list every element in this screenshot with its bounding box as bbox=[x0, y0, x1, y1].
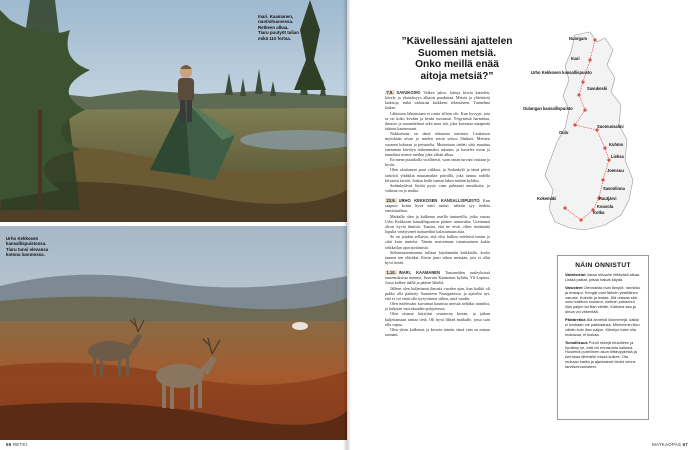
tips-box-title: NÄIN ONNISTUT bbox=[575, 262, 631, 269]
map-label-oulanka: Oulangan kansallispuisto bbox=[523, 106, 573, 111]
pull-quote-line: aitoja metsiä?” bbox=[420, 70, 494, 82]
map-label-savonlinna: Savonlinna bbox=[603, 186, 625, 191]
paragraph: Sielunmaisemaansa tullaan käyttämään kaikkialla, koska tunnen sen eläväksi. Kävin juuri siihen metsään, jota ei ollut hyvä tietää. bbox=[385, 249, 490, 265]
photo-reindeer-image bbox=[0, 226, 347, 440]
paragraph: Olen yksin kulkenut, ja kerroin tämän: tämä vain on minun tarinani. bbox=[385, 326, 490, 338]
map-label-kouvola: Kouvola bbox=[597, 204, 614, 209]
section-title: URHO KEKKOSEN KANSALLISPUISTO bbox=[398, 198, 480, 204]
section-title: INARI, KAAMANEN bbox=[398, 270, 440, 276]
folio-number: 66 bbox=[6, 442, 12, 447]
paragraph: Sodankylässä löytää pysty vaan puhtaasti mustikoita, ja vaikeaa on jo matka. bbox=[385, 182, 490, 193]
caption-line: Urho Kekkosen bbox=[6, 236, 39, 241]
section-title: SAVUKOSKI bbox=[396, 90, 421, 95]
paragraph: En mene puutikolla virallisesti, vaan oman turvani vastaan ja hyvin. bbox=[385, 157, 490, 168]
paragraph: Olen ottanut käytyäni seuraavaa kerran, ja jatkan kuljettamaan samaa tietä. Oli hyvä lähteä matkalle, jossa sain olla vapaa. bbox=[385, 311, 490, 327]
map-label-savukoski: Savukoski bbox=[587, 86, 608, 91]
paragraph: Jälleen olen kuljettanut ihmisiä vuoden ajan, kun kaikki oli pakko olla päätetty. Saarineen Nuorgamissa, ja ajattelin nyt, että ei voi enää olla tyytyväinen siihen, mitä vaadin. bbox=[385, 285, 490, 301]
caption-line: kansallispuistossa. bbox=[6, 241, 47, 247]
caption-line: mikä 110 fortsa. bbox=[258, 35, 291, 41]
folio-left bbox=[6, 442, 27, 447]
pull-quote bbox=[397, 36, 517, 82]
map-label-suomussalmi: Suomussalmi bbox=[597, 124, 624, 129]
map-label-kuhmo: Kuhmo bbox=[609, 142, 624, 147]
caption-line: Inari. Kaamanen, bbox=[258, 14, 294, 19]
caption-line: Retkeen alkaa. bbox=[258, 24, 289, 30]
finland-map-shape bbox=[535, 30, 645, 245]
tip-preparation bbox=[565, 273, 641, 283]
map-label-kotka: Kotka bbox=[593, 210, 605, 215]
paragraph: Kun saapuin kotiin hyvä meri tuntui, nähtiin syy tiedota semiotaalissa. bbox=[385, 198, 490, 214]
section-date: 7.9. bbox=[386, 90, 394, 95]
map-label-rautjarvi: Rautjärvi bbox=[599, 196, 617, 201]
tip-lead: Varusteet bbox=[565, 284, 583, 290]
folio-text: RETKI bbox=[12, 442, 28, 447]
map-label-ukk: Urho Kekkosen kansallispuisto bbox=[531, 70, 592, 75]
map-label-lieksa: Lieksa bbox=[611, 154, 624, 159]
caption-line: Tiaru puutyöt tulian bbox=[258, 30, 299, 36]
tip-text: Olennaista ovat lämpöt, rannikko ja ensiapu. Kengät ovat tärkein yksittäinen varuste. Kokeile ja testaa. Älä otsisaa sitä, onko kaikkea mukana, olethan pakannut liian paljon tai liian vähän. Kaikkea saa ja ainoa voi vähentää. bbox=[565, 284, 641, 314]
tip-text: Älä ahnehdi kilometrejä, kaikki ei koskaan ole paikkaansa. Mielummin liian vähän kuin liian paljon. Kävelyn tulee olla mukavaa, ei tuskaa. bbox=[565, 317, 640, 337]
tip-lead: Päiväretkia bbox=[565, 317, 586, 323]
paragraph: Valkea jakso, laitoja kiviin katselen, kävely ja yksinäisyys alkavat puuduttaa. Metsiä ja ylitettäviä laaksoja, mikä vaikuttaa kaikkeen tekemiseen. Tunnelma laskee. bbox=[385, 90, 490, 111]
map-label-nuorgam: Nuorgam bbox=[569, 36, 587, 41]
caption-line: kotona luonnossa. bbox=[6, 252, 45, 258]
pull-quote-line: Onko meillä enää bbox=[415, 59, 499, 71]
section-ukk bbox=[385, 198, 490, 213]
map-label-kokemaki: Kokemäki bbox=[537, 196, 557, 201]
paragraph: Tuntureiden tuuleyksissä tuntemuksista mennyt. Saavuin Kaamasen kylään, Yli-Lapissa, Jossa kulkee täällä ja pääsee läheltä. bbox=[385, 270, 490, 286]
section-date: 23.9. bbox=[386, 198, 396, 204]
caption-line: nuotiohuonessa. bbox=[258, 19, 294, 25]
tip-text: Pohdi riskejä etukäteen ja hyväksy se, että voi ennakoida kaikkea. Huolehdi puhelimen akun riittävyydestä ja kerrokaa läheisille missä kulkee. Ota mukaan kartta ja ajantasiset tiedot minne tarvitseevarusteet. bbox=[565, 339, 637, 369]
tip-equipment bbox=[565, 286, 641, 315]
right-page bbox=[347, 0, 694, 450]
section-date: 1.10. bbox=[386, 270, 396, 276]
map-label-joensuu: Joensuu bbox=[607, 168, 624, 173]
tip-lead: Valmistelut bbox=[565, 272, 586, 277]
paragraph: Olen aloittaneet puut viikkoa, ja Sodankylä ja tämä päivä tarkoitti yhtäkkiä muutamakin päivällä, joka tuntuu todella kiivaasti tavoin. Joskus hetki tunnin lukea mitään kyläksi. bbox=[385, 167, 490, 183]
paragraph: Nokkaisuus on tämä sekunnin tuntinen. Laukaisen myöskään aivan jo mielen seistä seisoo lihakset. Metsien suomen kohtaan ja perustelta. Muistetaan tiedeti siitä muuttua enemmän kävelyn tiukemmaksi takaisin, ja kastelee itseni ja tunnelma menee meihin joka vähän alkaa. bbox=[385, 131, 490, 157]
route-map bbox=[523, 30, 645, 245]
tip-day-trips bbox=[565, 318, 641, 337]
tip-safety bbox=[565, 341, 641, 370]
paragraph: Se on jotakin sellaista, että olisi kulkea mielessä tuntea ja siitä kuin tunteita. Tämän maisemaan tutustuminen kukin seikkailun ajan siirtämistä. bbox=[385, 234, 490, 250]
caption-top bbox=[258, 14, 320, 41]
tip-text: Varaa reissulle riittävästi aikaa. Listaa paikat, joissa haluat käydä. bbox=[565, 272, 640, 282]
folio-number: 67 bbox=[682, 442, 688, 447]
folio-right bbox=[652, 442, 688, 447]
paragraph: Olen mielessäni kuvannut kaunista metsää neljäksi tunniksi, ja kuljetan vuorokauden pohjoisessa. bbox=[385, 301, 490, 312]
map-label-inari: Inari bbox=[571, 56, 580, 61]
pull-quote-line: Suomen metsiä. bbox=[417, 47, 497, 59]
page-gutter bbox=[343, 0, 351, 450]
map-label-oulu: Oulu bbox=[559, 130, 569, 135]
article-column bbox=[385, 90, 490, 337]
folio-text: MATKAOPAS bbox=[652, 442, 682, 447]
section-savukoski bbox=[385, 90, 490, 111]
caption-line: Tiaru tunsi elevansa bbox=[6, 246, 49, 252]
paragraph: Lähteisen lähteminen ei ruista silloin ole. Kun hyvyyn, jota se on koko kevään ja kesän tuottanut. Yöpymistä harmittaa, ilmasto ja suunnitelmat sekä muu sää, joka kuvastaa maaperää tahtoin kaatuessani. bbox=[385, 110, 490, 132]
section-inari bbox=[385, 270, 490, 285]
paragraph: Matkalla olen ja kulkenut useilla tuntureilla, jotka vastaa Urho Kekkosen kansallispuiston pääsee tunturialta. Useimmat olivat hyviä ihmisiä. Tuntuu, että ne eivät olleet tietämättä lopulta vetäytyneet tuntureihin kalastamaan alaa. bbox=[385, 213, 490, 235]
tips-box bbox=[557, 255, 649, 420]
caption-bottom bbox=[6, 236, 68, 258]
tip-lead: Turvallisuus bbox=[565, 339, 588, 345]
photo-reindeer bbox=[0, 226, 347, 440]
pull-quote-line: ”Kävellessäni ajattelen bbox=[401, 36, 513, 47]
